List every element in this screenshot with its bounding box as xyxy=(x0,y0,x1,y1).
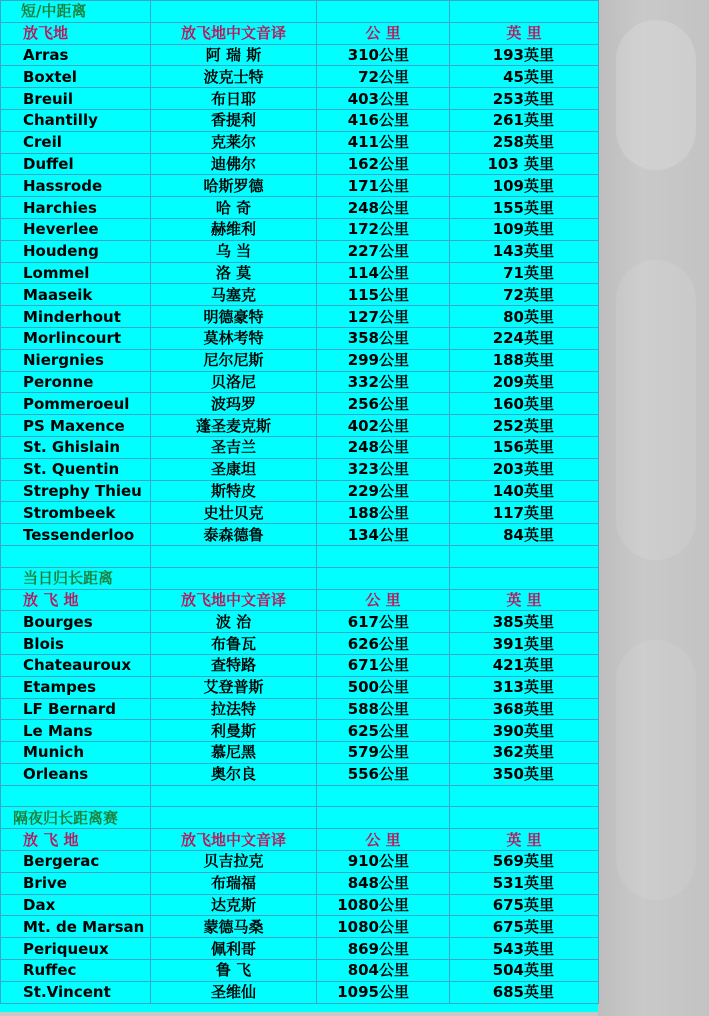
table-row xyxy=(1,524,599,546)
header-kilometers: 公 里 xyxy=(317,22,450,44)
chinese-transliteration: 波 治 xyxy=(151,611,317,633)
distance-km: 162公里 xyxy=(317,153,450,175)
distance-miles: 531英里 xyxy=(450,872,599,894)
distance-km: 358公里 xyxy=(317,327,450,349)
empty-cell xyxy=(450,1,599,23)
chinese-transliteration: 波玛罗 xyxy=(151,393,317,415)
distance-km: 1080公里 xyxy=(317,916,450,938)
distance-km: 332公里 xyxy=(317,371,450,393)
release-point-name: Munich xyxy=(1,742,151,764)
distance-miles: 80英里 xyxy=(450,306,599,328)
table-row xyxy=(1,175,599,197)
distance-miles: 261英里 xyxy=(450,109,599,131)
distance-miles: 253英里 xyxy=(450,88,599,110)
chinese-transliteration: 赫维利 xyxy=(151,218,317,240)
distance-miles: 143英里 xyxy=(450,240,599,262)
chinese-transliteration: 洛 莫 xyxy=(151,262,317,284)
distance-km: 134公里 xyxy=(317,524,450,546)
chinese-transliteration: 斯特皮 xyxy=(151,480,317,502)
distance-miles: 362英里 xyxy=(450,742,599,764)
column-header-row xyxy=(1,829,599,851)
chinese-transliteration: 泰森德鲁 xyxy=(151,524,317,546)
empty-cell xyxy=(317,1,450,23)
chinese-transliteration: 拉法特 xyxy=(151,698,317,720)
empty-cell xyxy=(317,785,450,807)
table-row xyxy=(1,938,599,960)
table-row xyxy=(1,633,599,655)
distance-km: 671公里 xyxy=(317,654,450,676)
distance-km: 248公里 xyxy=(317,197,450,219)
table-row xyxy=(1,88,599,110)
chinese-transliteration: 乌 当 xyxy=(151,240,317,262)
distance-miles: 103 英里 xyxy=(450,153,599,175)
table-row xyxy=(1,284,599,306)
table-row xyxy=(1,960,599,982)
table-row xyxy=(1,502,599,524)
distance-km: 869公里 xyxy=(317,938,450,960)
release-point-name: Chantilly xyxy=(1,109,151,131)
table-row xyxy=(1,698,599,720)
chinese-transliteration: 布鲁瓦 xyxy=(151,633,317,655)
column-header-row xyxy=(1,22,599,44)
table-row xyxy=(1,611,599,633)
distance-km: 500公里 xyxy=(317,676,450,698)
distance-km: 910公里 xyxy=(317,851,450,873)
table-row xyxy=(1,480,599,502)
section-title: 短/中距离 xyxy=(1,1,151,23)
release-point-name: Tessenderloo xyxy=(1,524,151,546)
distance-km: 617公里 xyxy=(317,611,450,633)
background-photo-strip xyxy=(598,0,709,1016)
release-point-name: Hassrode xyxy=(1,175,151,197)
distance-miles: 84英里 xyxy=(450,524,599,546)
empty-cell xyxy=(317,807,450,829)
distance-km: 323公里 xyxy=(317,458,450,480)
distance-km: 416公里 xyxy=(317,109,450,131)
table-row xyxy=(1,415,599,437)
distance-miles: 675英里 xyxy=(450,916,599,938)
distance-km: 402公里 xyxy=(317,415,450,437)
empty-cell xyxy=(450,807,599,829)
empty-cell xyxy=(151,545,317,567)
chinese-transliteration: 圣康坦 xyxy=(151,458,317,480)
distance-miles: 390英里 xyxy=(450,720,599,742)
distance-miles: 209英里 xyxy=(450,371,599,393)
distance-miles: 109英里 xyxy=(450,175,599,197)
header-kilometers: 公 里 xyxy=(317,829,450,851)
distance-miles: 252英里 xyxy=(450,415,599,437)
chinese-transliteration: 布日耶 xyxy=(151,88,317,110)
table-row xyxy=(1,894,599,916)
release-point-name: Orleans xyxy=(1,763,151,785)
empty-cell xyxy=(450,785,599,807)
release-point-name: Morlincourt xyxy=(1,327,151,349)
distance-km: 72公里 xyxy=(317,66,450,88)
chinese-transliteration: 哈斯罗德 xyxy=(151,175,317,197)
header-miles: 英 里 xyxy=(450,589,599,611)
distance-miles: 569英里 xyxy=(450,851,599,873)
header-chinese-name: 放飞地中文音译 xyxy=(151,829,317,851)
chinese-transliteration: 佩利哥 xyxy=(151,938,317,960)
table-row xyxy=(1,240,599,262)
chinese-transliteration: 尼尔尼斯 xyxy=(151,349,317,371)
section-title-row xyxy=(1,1,599,23)
release-point-name: Chateauroux xyxy=(1,654,151,676)
distance-miles: 224英里 xyxy=(450,327,599,349)
empty-cell xyxy=(450,545,599,567)
chinese-transliteration: 马塞克 xyxy=(151,284,317,306)
distance-miles: 368英里 xyxy=(450,698,599,720)
release-point-name: Niergnies xyxy=(1,349,151,371)
release-point-name: Heverlee xyxy=(1,218,151,240)
distance-miles: 391英里 xyxy=(450,633,599,655)
chinese-transliteration: 布瑞福 xyxy=(151,872,317,894)
distance-km: 227公里 xyxy=(317,240,450,262)
release-point-name: Periqueux xyxy=(1,938,151,960)
chinese-transliteration: 蒙德马桑 xyxy=(151,916,317,938)
release-point-name: St. Quentin xyxy=(1,458,151,480)
table-row xyxy=(1,916,599,938)
empty-cell xyxy=(151,567,317,589)
distance-miles: 685英里 xyxy=(450,981,599,1003)
table-row xyxy=(1,458,599,480)
distance-km: 299公里 xyxy=(317,349,450,371)
distance-km: 411公里 xyxy=(317,131,450,153)
chinese-transliteration: 奥尔良 xyxy=(151,763,317,785)
distance-miles: 193英里 xyxy=(450,44,599,66)
table-row xyxy=(1,742,599,764)
distance-miles: 155英里 xyxy=(450,197,599,219)
distance-km: 114公里 xyxy=(317,262,450,284)
release-point-name: Boxtel xyxy=(1,66,151,88)
distance-miles: 203英里 xyxy=(450,458,599,480)
table-row xyxy=(1,66,599,88)
table-row xyxy=(1,371,599,393)
chinese-transliteration: 达克斯 xyxy=(151,894,317,916)
release-point-name: Le Mans xyxy=(1,720,151,742)
release-point-name: Peronne xyxy=(1,371,151,393)
distance-miles: 350英里 xyxy=(450,763,599,785)
chinese-transliteration: 迪佛尔 xyxy=(151,153,317,175)
distance-km: 172公里 xyxy=(317,218,450,240)
chinese-transliteration: 慕尼黑 xyxy=(151,742,317,764)
chinese-transliteration: 圣维仙 xyxy=(151,981,317,1003)
chinese-transliteration: 贝洛尼 xyxy=(151,371,317,393)
distance-miles: 140英里 xyxy=(450,480,599,502)
table-row xyxy=(1,720,599,742)
empty-cell xyxy=(1,785,151,807)
chinese-transliteration: 查特路 xyxy=(151,654,317,676)
spacer-row xyxy=(1,785,599,807)
chinese-transliteration: 利曼斯 xyxy=(151,720,317,742)
chinese-transliteration: 鲁 飞 xyxy=(151,960,317,982)
release-point-name: Brive xyxy=(1,872,151,894)
release-point-name: Bourges xyxy=(1,611,151,633)
table-row xyxy=(1,763,599,785)
chinese-transliteration: 明德豪特 xyxy=(151,306,317,328)
empty-cell xyxy=(450,567,599,589)
table-row xyxy=(1,131,599,153)
release-point-name: Duffel xyxy=(1,153,151,175)
column-header-row xyxy=(1,589,599,611)
distance-km: 1095公里 xyxy=(317,981,450,1003)
release-point-name: Houdeng xyxy=(1,240,151,262)
distance-km: 626公里 xyxy=(317,633,450,655)
distance-miles: 156英里 xyxy=(450,436,599,458)
release-point-name: Arras xyxy=(1,44,151,66)
distance-miles: 385英里 xyxy=(450,611,599,633)
distance-km: 188公里 xyxy=(317,502,450,524)
release-point-name: Blois xyxy=(1,633,151,655)
release-point-name: Minderhout xyxy=(1,306,151,328)
table-row xyxy=(1,654,599,676)
distance-km: 625公里 xyxy=(317,720,450,742)
release-point-name: Lommel xyxy=(1,262,151,284)
header-release-point: 放 飞 地 xyxy=(1,829,151,851)
distance-km: 115公里 xyxy=(317,284,450,306)
distance-km: 1080公里 xyxy=(317,894,450,916)
release-point-name: Breuil xyxy=(1,88,151,110)
distance-miles: 109英里 xyxy=(450,218,599,240)
header-release-point: 放飞地 xyxy=(1,22,151,44)
distance-miles: 675英里 xyxy=(450,894,599,916)
header-miles: 英 里 xyxy=(450,22,599,44)
distance-miles: 160英里 xyxy=(450,393,599,415)
empty-cell xyxy=(151,785,317,807)
chinese-transliteration: 阿 瑞 斯 xyxy=(151,44,317,66)
distance-miles: 504英里 xyxy=(450,960,599,982)
spacer-row xyxy=(1,545,599,567)
release-point-name: St. Ghislain xyxy=(1,436,151,458)
chinese-transliteration: 圣吉兰 xyxy=(151,436,317,458)
header-chinese-name: 放飞地中文音译 xyxy=(151,22,317,44)
table-row xyxy=(1,393,599,415)
release-point-name: St.Vincent xyxy=(1,981,151,1003)
empty-cell xyxy=(1,545,151,567)
empty-cell xyxy=(151,1,317,23)
table-row xyxy=(1,981,599,1003)
release-point-name: Creil xyxy=(1,131,151,153)
distance-km: 579公里 xyxy=(317,742,450,764)
header-chinese-name: 放飞地中文音译 xyxy=(151,589,317,611)
table-row xyxy=(1,349,599,371)
table-row xyxy=(1,306,599,328)
chinese-transliteration: 克莱尔 xyxy=(151,131,317,153)
release-point-name: Maaseik xyxy=(1,284,151,306)
distance-km: 248公里 xyxy=(317,436,450,458)
distance-km: 804公里 xyxy=(317,960,450,982)
empty-cell xyxy=(151,807,317,829)
release-point-name: PS Maxence xyxy=(1,415,151,437)
table-row xyxy=(1,262,599,284)
chinese-transliteration: 波克士特 xyxy=(151,66,317,88)
release-point-name: Mt. de Marsan xyxy=(1,916,151,938)
chinese-transliteration: 莫林考特 xyxy=(151,327,317,349)
distance-miles: 117英里 xyxy=(450,502,599,524)
distance-km: 256公里 xyxy=(317,393,450,415)
table-row xyxy=(1,197,599,219)
table-row xyxy=(1,872,599,894)
release-point-name: Ruffec xyxy=(1,960,151,982)
distance-km: 588公里 xyxy=(317,698,450,720)
table-row xyxy=(1,153,599,175)
header-release-point: 放 飞 地 xyxy=(1,589,151,611)
table-row xyxy=(1,851,599,873)
section-title-row xyxy=(1,807,599,829)
release-point-name: Etampes xyxy=(1,676,151,698)
table-row xyxy=(1,109,599,131)
distance-km: 171公里 xyxy=(317,175,450,197)
table-row xyxy=(1,44,599,66)
chinese-transliteration: 蓬圣麦克斯 xyxy=(151,415,317,437)
section-title: 当日归长距离 xyxy=(1,567,151,589)
distance-km: 229公里 xyxy=(317,480,450,502)
distance-miles: 313英里 xyxy=(450,676,599,698)
release-point-name: Pommeroeul xyxy=(1,393,151,415)
distance-miles: 72英里 xyxy=(450,284,599,306)
table-row xyxy=(1,218,599,240)
release-point-name: Bergerac xyxy=(1,851,151,873)
distance-km: 403公里 xyxy=(317,88,450,110)
distance-km: 848公里 xyxy=(317,872,450,894)
section-title: 隔夜归长距离赛 xyxy=(1,807,151,829)
distance-miles: 188英里 xyxy=(450,349,599,371)
release-point-name: Strephy Thieu xyxy=(1,480,151,502)
table-row xyxy=(1,327,599,349)
header-kilometers: 公 里 xyxy=(317,589,450,611)
table-row xyxy=(1,676,599,698)
empty-cell xyxy=(317,545,450,567)
distance-miles: 45英里 xyxy=(450,66,599,88)
chinese-transliteration: 贝吉拉克 xyxy=(151,851,317,873)
empty-cell xyxy=(317,567,450,589)
section-title-row xyxy=(1,567,599,589)
chinese-transliteration: 香提利 xyxy=(151,109,317,131)
table-row xyxy=(1,436,599,458)
distance-km: 556公里 xyxy=(317,763,450,785)
release-point-name: LF Bernard xyxy=(1,698,151,720)
distance-miles: 258英里 xyxy=(450,131,599,153)
distance-miles: 543英里 xyxy=(450,938,599,960)
header-miles: 英 里 xyxy=(450,829,599,851)
release-point-name: Harchies xyxy=(1,197,151,219)
chinese-transliteration: 史壮贝克 xyxy=(151,502,317,524)
chinese-transliteration: 艾登普斯 xyxy=(151,676,317,698)
release-point-name: Dax xyxy=(1,894,151,916)
distance-km: 127公里 xyxy=(317,306,450,328)
distance-km: 310公里 xyxy=(317,44,450,66)
distance-miles: 421英里 xyxy=(450,654,599,676)
release-point-name: Strombeek xyxy=(1,502,151,524)
chinese-transliteration: 哈 奇 xyxy=(151,197,317,219)
distance-miles: 71英里 xyxy=(450,262,599,284)
